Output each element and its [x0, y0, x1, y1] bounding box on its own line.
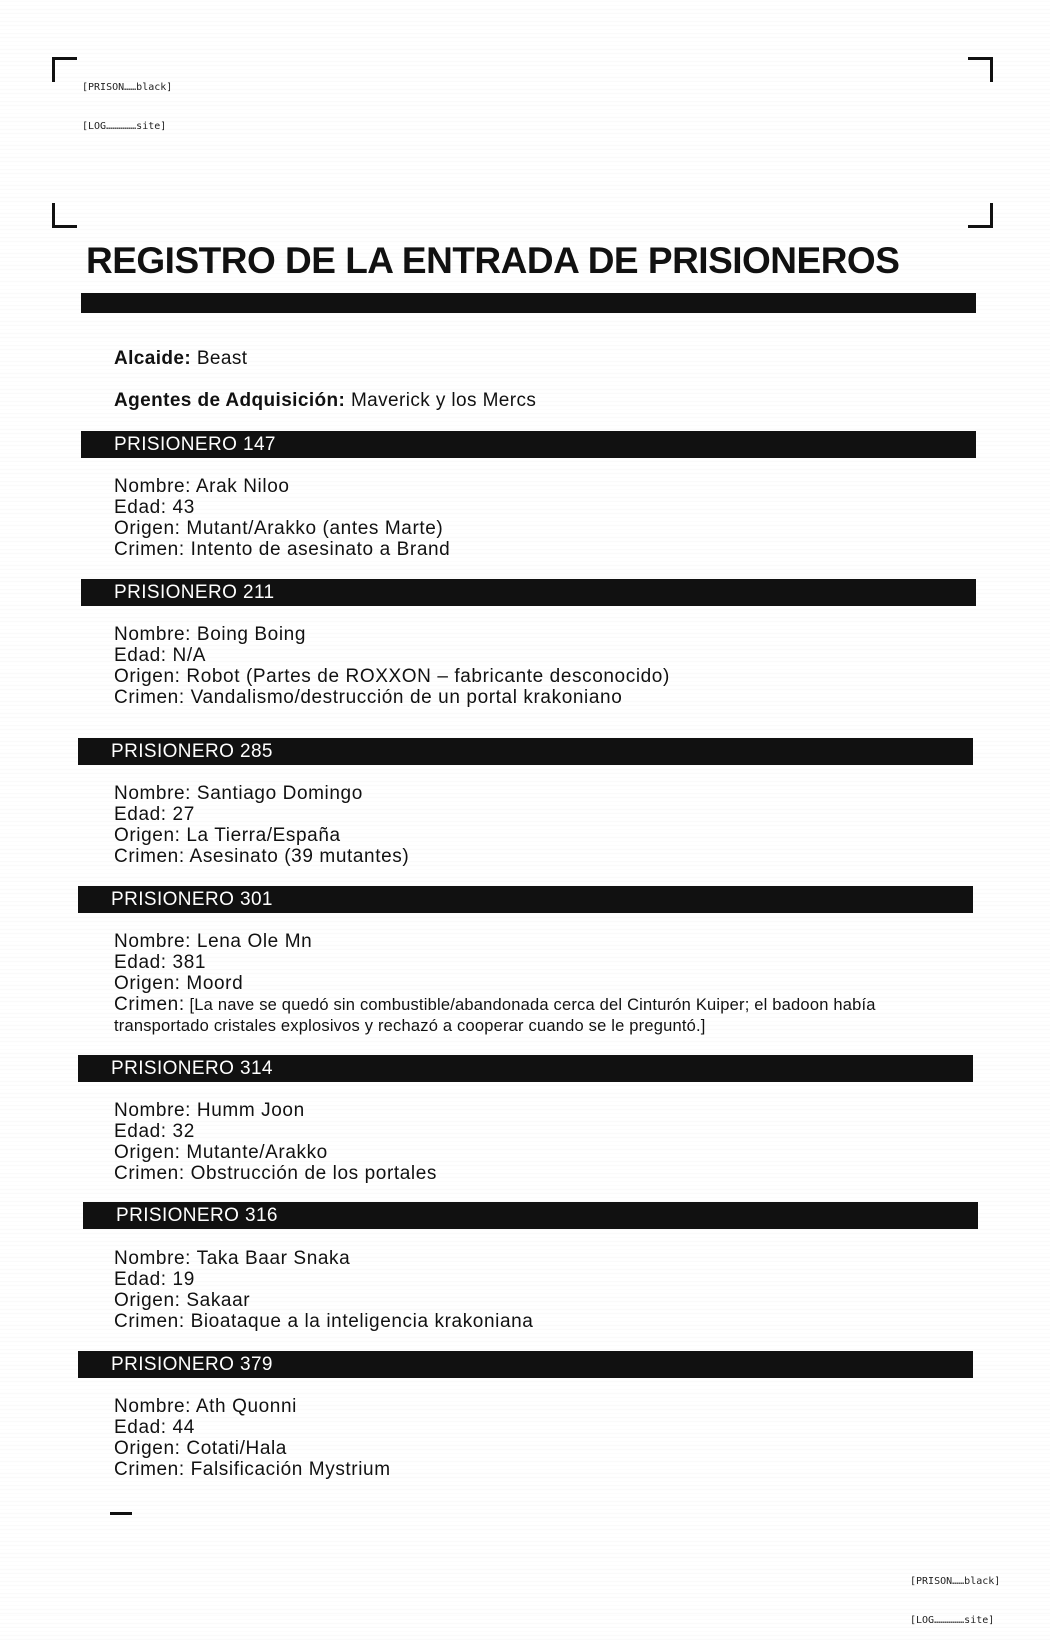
prisoner-record: [114, 1100, 437, 1184]
prisoner-age: Edad: 43: [114, 497, 195, 518]
agents-line: [114, 390, 536, 412]
prisoner-crime: Crimen: Vandalismo/destrucción de un portal krakoniano: [114, 687, 623, 708]
prisoner-header-bar: PRISIONERO 301: [78, 886, 973, 913]
prisoner-age: Edad: 32: [114, 1121, 195, 1142]
prisoner-header-bar: PRISIONERO 379: [78, 1351, 973, 1378]
prisoner-age: Edad: 44: [114, 1417, 195, 1438]
prisoner-origin: Origen: Cotati/Hala: [114, 1438, 287, 1459]
prisoner-header-bar: PRISIONERO 285: [78, 738, 973, 765]
footer-tag: [910, 1549, 1000, 1640]
page-title: REGISTRO DE LA ENTRADA DE PRISIONEROS: [86, 240, 900, 281]
prisoner-crime: [114, 994, 964, 1037]
prisoner-record: [114, 931, 964, 1037]
prisoner-name: Nombre: Arak Niloo: [114, 476, 290, 497]
corner-bracket-top-left: [52, 57, 77, 82]
prisoner-age: Edad: N/A: [114, 645, 207, 666]
prisoner-crime: Crimen: Obstrucción de los portales: [114, 1163, 438, 1184]
agents-value: Maverick y los Mercs: [350, 390, 537, 411]
prisoner-origin: Origen: Mutant/Arakko (antes Marte): [114, 518, 444, 539]
prisoner-record: [114, 1396, 391, 1480]
prisoner-age: Edad: 19: [114, 1269, 195, 1290]
prisoner-header-bar: PRISIONERO 147: [81, 431, 976, 458]
prisoner-record: [114, 476, 450, 560]
prisoner-header-bar: PRISIONERO 314: [78, 1055, 973, 1082]
prisoner-origin: Origen: Sakaar: [114, 1290, 251, 1311]
prisoner-name: Nombre: Humm Joon: [114, 1100, 305, 1121]
title-underline-bar: [81, 293, 976, 313]
prisoner-record: [114, 783, 409, 867]
prisoner-record: [114, 624, 670, 708]
prisoner-origin: Origen: Robot (Partes de ROXXON – fabricante desconocido): [114, 666, 670, 687]
prisoner-age: Edad: 27: [114, 804, 195, 825]
corner-bracket-top-right: [968, 57, 993, 82]
prisoner-crime-label: Crimen:: [114, 994, 185, 1015]
prisoner-record: [114, 1248, 533, 1332]
prisoner-crime: Crimen: Intento de asesinato a Brand: [114, 539, 451, 560]
header-tag-line-1: [PRISON……black]: [82, 82, 173, 93]
prisoner-origin: Origen: Mutante/Arakko: [114, 1142, 328, 1163]
prisoner-origin: Origen: Moord: [114, 973, 244, 994]
corner-bracket-bottom-left: [52, 203, 77, 228]
header-tag-line-2: [LOG……………site]: [82, 121, 167, 132]
prisoner-name: Nombre: Taka Baar Snaka: [114, 1248, 351, 1269]
prisoner-name: Nombre: Boing Boing: [114, 624, 307, 645]
prisoner-name: Nombre: Santiago Domingo: [114, 783, 363, 804]
corner-bracket-bottom-right: [968, 203, 993, 228]
agents-label: Agentes de Adquisición:: [114, 390, 346, 411]
prisoner-name: Nombre: Lena Ole Mn: [114, 931, 313, 952]
prisoner-name: Nombre: Ath Quonni: [114, 1396, 297, 1417]
end-dash: [110, 1512, 132, 1515]
prisoner-origin: Origen: La Tierra/España: [114, 825, 341, 846]
header-tag: [82, 55, 172, 146]
prisoner-crime: Crimen: Bioataque a la inteligencia krakoniana: [114, 1311, 534, 1332]
prisoner-crime: Crimen: Falsificación Mystrium: [114, 1459, 391, 1480]
warden-label: Alcaide:: [114, 348, 192, 369]
footer-tag-line-1: [PRISON……black]: [910, 1576, 1001, 1587]
prisoner-crime: Crimen: Asesinato (39 mutantes): [114, 846, 410, 867]
warden-line: [114, 348, 247, 370]
warden-value: Beast: [196, 348, 248, 369]
prisoner-header-bar: PRISIONERO 316: [83, 1202, 978, 1229]
prisoner-age: Edad: 381: [114, 952, 207, 973]
footer-tag-line-2: [LOG……………site]: [910, 1615, 995, 1626]
prisoner-crime-text: [La nave se quedó sin combustible/abandonada cerca del Cinturón Kuiper; el badoon había transportado cristales explosivos y rechazó a cooperar cuando se le preguntó.]: [114, 996, 876, 1035]
prisoner-header-bar: PRISIONERO 211: [81, 579, 976, 606]
